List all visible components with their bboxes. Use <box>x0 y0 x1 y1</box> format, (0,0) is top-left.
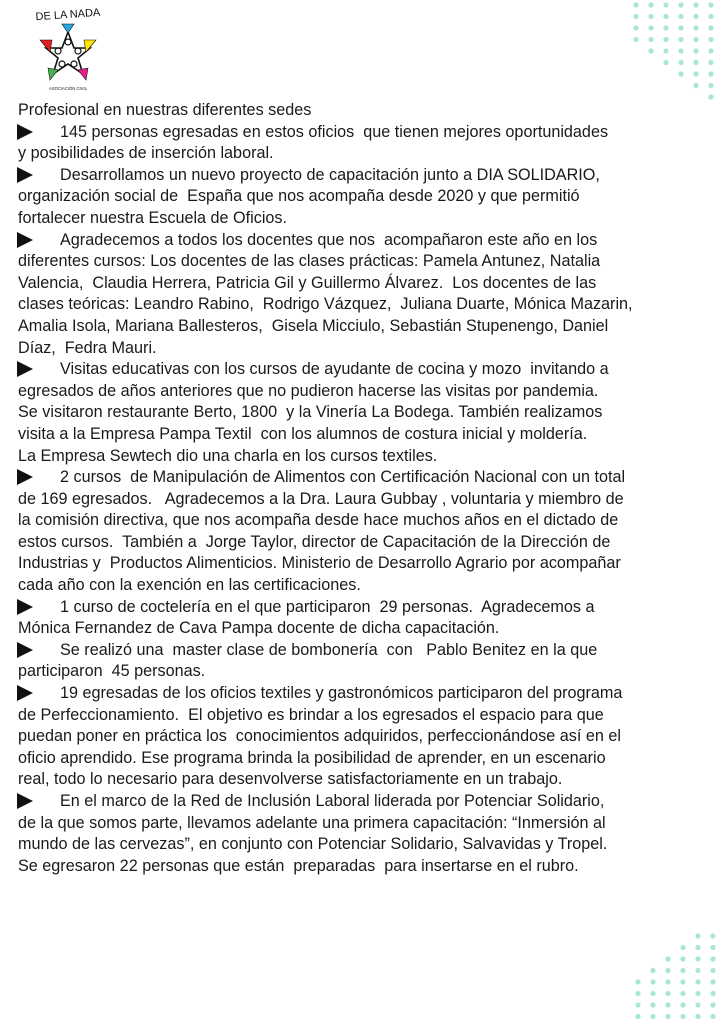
bullet-item <box>18 683 708 791</box>
decor-dot <box>695 933 700 938</box>
decor-dot <box>693 71 698 76</box>
decor-dot <box>665 1014 670 1019</box>
decor-dot <box>695 1002 700 1007</box>
decor-dot <box>695 945 700 950</box>
bullet-item-line: mundo de las cervezas”, en conjunto con Potenciar Solidario, Salvavidas y Tropel. <box>18 835 608 854</box>
decor-dot <box>710 991 715 996</box>
decor-dot <box>663 48 668 53</box>
bullet-item-line: egresados de años anteriores que no pudieron hacerse las visitas por pandemia. <box>18 381 599 400</box>
bullet-item <box>18 597 708 640</box>
decor-dot <box>710 933 715 938</box>
decor-dot <box>633 37 638 42</box>
bullet-item-line: Industrias y Productos Alimenticios. Ministerio de Desarrollo Agrario por acompañar <box>18 554 621 573</box>
decor-dot <box>695 979 700 984</box>
decor-dot <box>708 14 713 19</box>
decor-dot <box>680 945 685 950</box>
bullet-item <box>18 165 708 230</box>
decor-dot <box>678 25 683 30</box>
bullet-item-line: Se egresaron 22 personas que están preparadas para insertarse en el rubro. <box>18 856 579 875</box>
decor-dot <box>678 2 683 7</box>
decor-dot <box>680 956 685 961</box>
bullet-item-line: Amalia Isola, Mariana Ballesteros, Gisela Micciulo, Sebastián Stupenengo, Daniel <box>18 316 609 335</box>
decor-dot <box>635 1002 640 1007</box>
decor-dot <box>635 979 640 984</box>
bullet-item-line: de Perfeccionamiento. El objetivo es brindar a los egresados el espacio para que <box>18 705 604 724</box>
bullet-item-line: Mónica Fernandez de Cava Pampa docente de dicha capacitación. <box>18 619 500 638</box>
bullet-item-line: organización social de España que nos acompaña desde 2020 y que permitió <box>18 187 580 206</box>
decor-dot <box>665 968 670 973</box>
decor-dot <box>693 14 698 19</box>
plug-red <box>40 40 52 52</box>
intro-line: Profesional en nuestras diferentes sedes <box>18 101 312 119</box>
decor-dot <box>693 48 698 53</box>
bullet-item-line: estos cursos. También a Jorge Taylor, director de Capacitación de la Dirección de <box>18 532 611 551</box>
bullet-item <box>18 359 708 467</box>
decor-dot <box>708 71 713 76</box>
bullet-item-first-line: 2 cursos de Manipulación de Alimentos con Certificación Nacional con un total <box>60 468 626 487</box>
decor-dot <box>710 1002 715 1007</box>
decor-dot <box>648 14 653 19</box>
decor-dot <box>665 979 670 984</box>
decor-dot <box>665 1002 670 1007</box>
bullet-item-line: cada año con la exención en las certificaciones. <box>18 576 361 595</box>
decor-dot <box>710 945 715 950</box>
bullet-item-line: real, todo lo necesario para desenvolverse satisfactoriamente en un trabajo. <box>18 770 563 789</box>
decor-dot <box>633 2 638 7</box>
bullet-item-line: la comisión directiva, que nos acompaña desde hace muchos años en el dictado de <box>18 511 619 530</box>
decor-dot <box>650 968 655 973</box>
bullet-item-line: oficio aprendido. Ese programa brinda la posibilidad de aprender, en un escenario <box>18 748 606 767</box>
bullet-item-line: Valencia, Claudia Herrera, Patricia Gil y Guillermo Álvarez. Los docentes de las <box>18 273 597 292</box>
decor-dot <box>663 14 668 19</box>
decor-dot <box>678 14 683 19</box>
plug-pink <box>78 68 88 80</box>
decor-dot <box>708 25 713 30</box>
decor-dot <box>695 968 700 973</box>
bullet-item-line: clases teóricas: Leandro Rabino, Rodrigo Vázquez, Juliana Duarte, Mónica Mazarin, <box>18 295 633 314</box>
plug-blue <box>62 24 74 33</box>
bullet-item <box>18 467 708 597</box>
decor-dot <box>633 14 638 19</box>
bullet-item-line: y posibilidades de inserción laboral. <box>18 144 274 163</box>
decor-dot <box>693 37 698 42</box>
decor-dot <box>650 979 655 984</box>
dot-pattern-top-icon <box>618 0 724 100</box>
decor-dot <box>680 1002 685 1007</box>
decor-dot <box>693 2 698 7</box>
decor-dot <box>678 48 683 53</box>
logo-subtitle: ASOCIACIÓN CIVIL <box>49 86 87 91</box>
decor-dot <box>650 1002 655 1007</box>
plug-yellow <box>84 40 96 52</box>
bullet-item-first-line: En el marco de la Red de Inclusión Laboral liderada por Potenciar Solidario, <box>60 792 605 810</box>
decor-dot <box>663 2 668 7</box>
decor-dot <box>648 48 653 53</box>
bullet-list <box>18 122 708 878</box>
decor-dot <box>663 25 668 30</box>
bullet-item-line: de 169 egresados. Agradecemos a la Dra. Laura Gubbay , voluntaria y miembro de <box>18 489 624 508</box>
decor-dot <box>710 1014 715 1019</box>
bullet-item-first-line: 1 curso de coctelería en el que participaron 29 personas. Agradecemos a <box>60 597 595 616</box>
decor-dot <box>663 37 668 42</box>
decor-dot <box>695 991 700 996</box>
decor-dot <box>680 1014 685 1019</box>
bullet-item-line: Díaz, Fedra Mauri. <box>18 338 157 357</box>
bullet-item-line: diferentes cursos: Los docentes de las clases prácticas: Pamela Antunez, Natalia <box>18 252 601 271</box>
decor-dot <box>648 37 653 42</box>
bullet-item <box>18 791 708 877</box>
bullet-item <box>18 122 708 165</box>
decor-dot <box>678 37 683 42</box>
decor-dot <box>633 25 638 30</box>
bullet-item-first-line: Se realizó una master clase de bombonería con Pablo Benitez en la que <box>60 640 598 659</box>
bullet-item-first-line: Visitas educativas con los cursos de ayudante de cocina y mozo invitando a <box>60 360 609 379</box>
decor-dot <box>695 956 700 961</box>
bullet-item-first-line: 19 egresadas de los oficios textiles y gastronómicos participaron del programa <box>60 684 623 703</box>
decor-dot <box>708 60 713 65</box>
bullet-item-first-line: 145 personas egresadas en estos oficios que tienen mejores oportunidades <box>60 122 609 141</box>
decor-dot <box>680 979 685 984</box>
decor-dot <box>708 94 713 99</box>
decor-dot <box>635 991 640 996</box>
decor-dot <box>693 83 698 88</box>
decor-dot <box>693 25 698 30</box>
decor-dot <box>710 968 715 973</box>
decor-dot <box>708 83 713 88</box>
decor-dot <box>710 979 715 984</box>
bullet-item-first-line: Agradecemos a todos los docentes que nos acompañaron este año en los <box>60 230 598 249</box>
decor-dot <box>665 991 670 996</box>
decor-dot <box>678 71 683 76</box>
decor-dot <box>693 60 698 65</box>
decor-dot <box>678 60 683 65</box>
decor-dot <box>648 2 653 7</box>
logo-title: DE LA NADA <box>35 6 101 24</box>
document-body <box>18 100 708 877</box>
bullet-item-line: La Empresa Sewtech dio una charla en los cursos textiles. <box>18 446 438 465</box>
decor-dot <box>680 968 685 973</box>
plug-green <box>48 68 58 80</box>
decor-dot <box>650 991 655 996</box>
bullet-item-line: fortalecer nuestra Escuela de Oficios. <box>18 208 288 227</box>
decor-dot <box>695 1014 700 1019</box>
decor-dot <box>708 2 713 7</box>
bullet-item <box>18 230 708 360</box>
bullet-item-line: visita a la Empresa Pampa Textil con los alumnos de costura inicial y moldería. <box>18 424 588 443</box>
decor-dot <box>710 956 715 961</box>
decor-dot <box>708 48 713 53</box>
bullet-item-line: Se visitaron restaurante Berto, 1800 y la Vinería La Bodega. También realizamos <box>18 403 603 422</box>
bullet-item <box>18 640 708 683</box>
decor-dot <box>635 1014 640 1019</box>
dot-pattern-bottom-icon <box>632 930 724 1024</box>
bullet-item-line: de la que somos parte, llevamos adelante una primera capacitación: “Inmersión al <box>18 813 606 832</box>
decor-dot <box>708 37 713 42</box>
decor-dot <box>648 25 653 30</box>
decor-dot <box>650 1014 655 1019</box>
decor-dot <box>665 956 670 961</box>
de-la-nada-logo <box>28 2 108 94</box>
decor-dot <box>663 60 668 65</box>
bullet-item-line: participaron 45 personas. <box>18 662 206 681</box>
bullet-item-line: puedan poner en práctica los conocimientos adquiridos, perfeccionándose así en el <box>18 727 621 746</box>
decor-dot <box>680 991 685 996</box>
bullet-item-first-line: Desarrollamos un nuevo proyecto de capacitación junto a DIA SOLIDARIO, <box>60 165 600 184</box>
